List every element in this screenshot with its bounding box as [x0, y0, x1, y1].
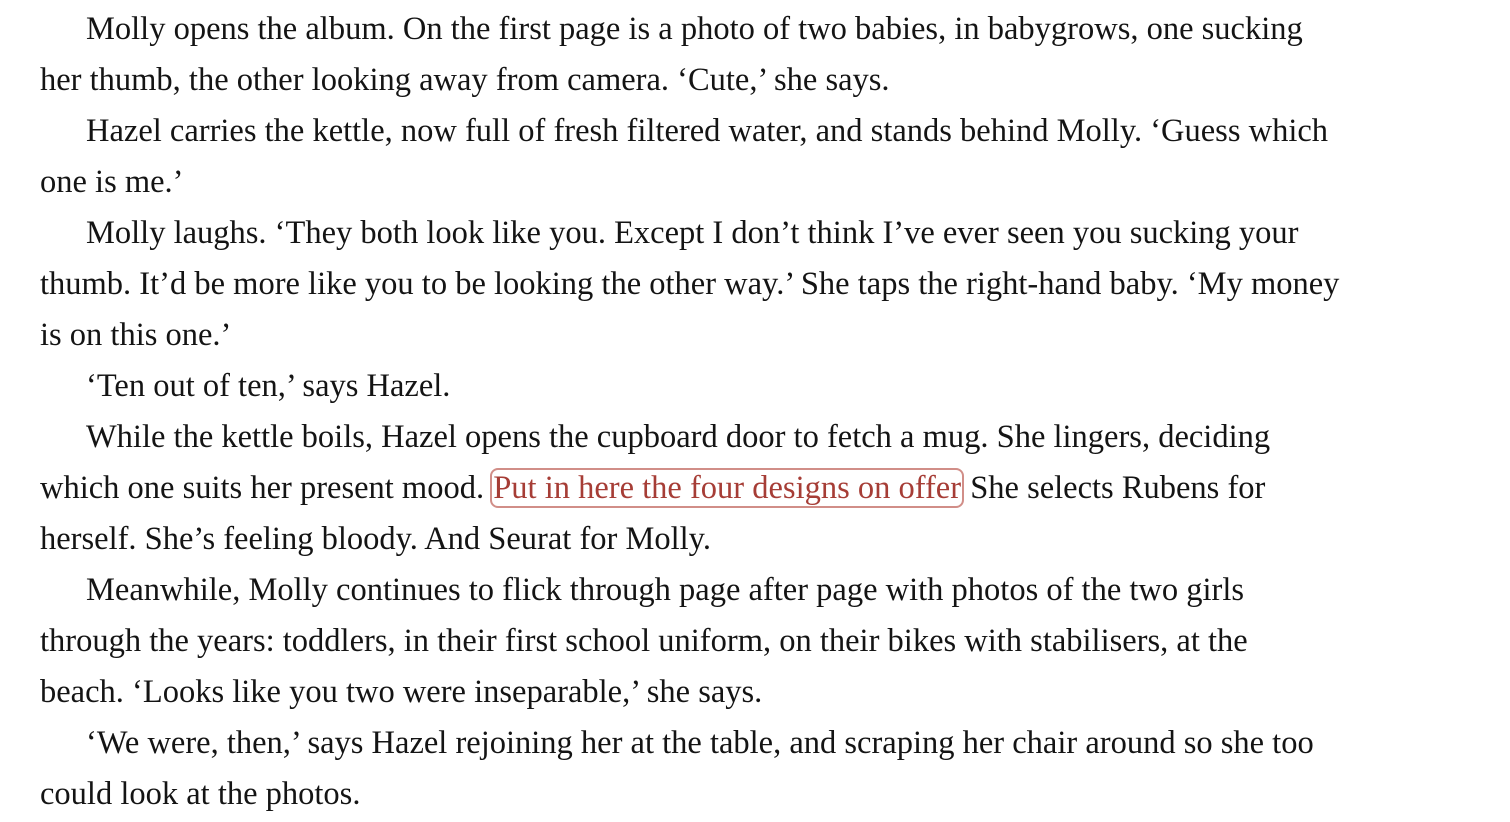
paragraph-we-were-then	[40, 718, 1490, 820]
text-line: could look at the photos.	[40, 776, 361, 812]
paragraph-kettle	[40, 106, 1490, 208]
paragraph-photos-years	[40, 565, 1490, 718]
text-line	[40, 463, 1490, 514]
editor-comment-highlight[interactable]: Put in here the four designs on offer	[490, 468, 964, 508]
text-line: herself. She’s feeling bloody. And Seurat for Molly.	[40, 521, 711, 557]
text-line: one is me.’	[40, 164, 184, 200]
text-segment: She selects Rubens for	[970, 470, 1266, 506]
document-body	[40, 4, 1490, 820]
text-line: her thumb, the other looking away from camera. ‘Cute,’ she says.	[40, 62, 890, 98]
text-line: ‘Ten out of ten,’ says Hazel.	[86, 368, 451, 404]
text-line: While the kettle boils, Hazel opens the cupboard door to fetch a mug. She lingers, deciding	[86, 419, 1271, 455]
paragraph-molly-laughs	[40, 208, 1490, 361]
paragraph-album-opening	[40, 4, 1490, 106]
text-line: Hazel carries the kettle, now full of fresh filtered water, and stands behind Molly. ‘Guess which	[86, 113, 1329, 149]
text-line: Molly laughs. ‘They both look like you. Except I don’t think I’ve ever seen you sucking your	[86, 215, 1299, 251]
paragraph-ten-out-of-ten	[40, 361, 1490, 412]
text-segment: which one suits her present mood.	[40, 470, 485, 506]
text-line: ‘We were, then,’ says Hazel rejoining her at the table, and scraping her chair around so she too	[86, 725, 1314, 761]
text-line: Molly opens the album. On the first page is a photo of two babies, in babygrows, one sucking	[86, 11, 1303, 47]
paragraph-mug-choice	[40, 412, 1490, 565]
text-line: beach. ‘Looks like you two were inseparable,’ she says.	[40, 674, 763, 710]
text-line: through the years: toddlers, in their first school uniform, on their bikes with stabilisers, at the	[40, 623, 1248, 659]
text-line: thumb. It’d be more like you to be looking the other way.’ She taps the right-hand baby. ‘My money	[40, 266, 1340, 302]
text-line: is on this one.’	[40, 317, 232, 353]
text-line: Meanwhile, Molly continues to flick through page after page with photos of the two girls	[86, 572, 1245, 608]
